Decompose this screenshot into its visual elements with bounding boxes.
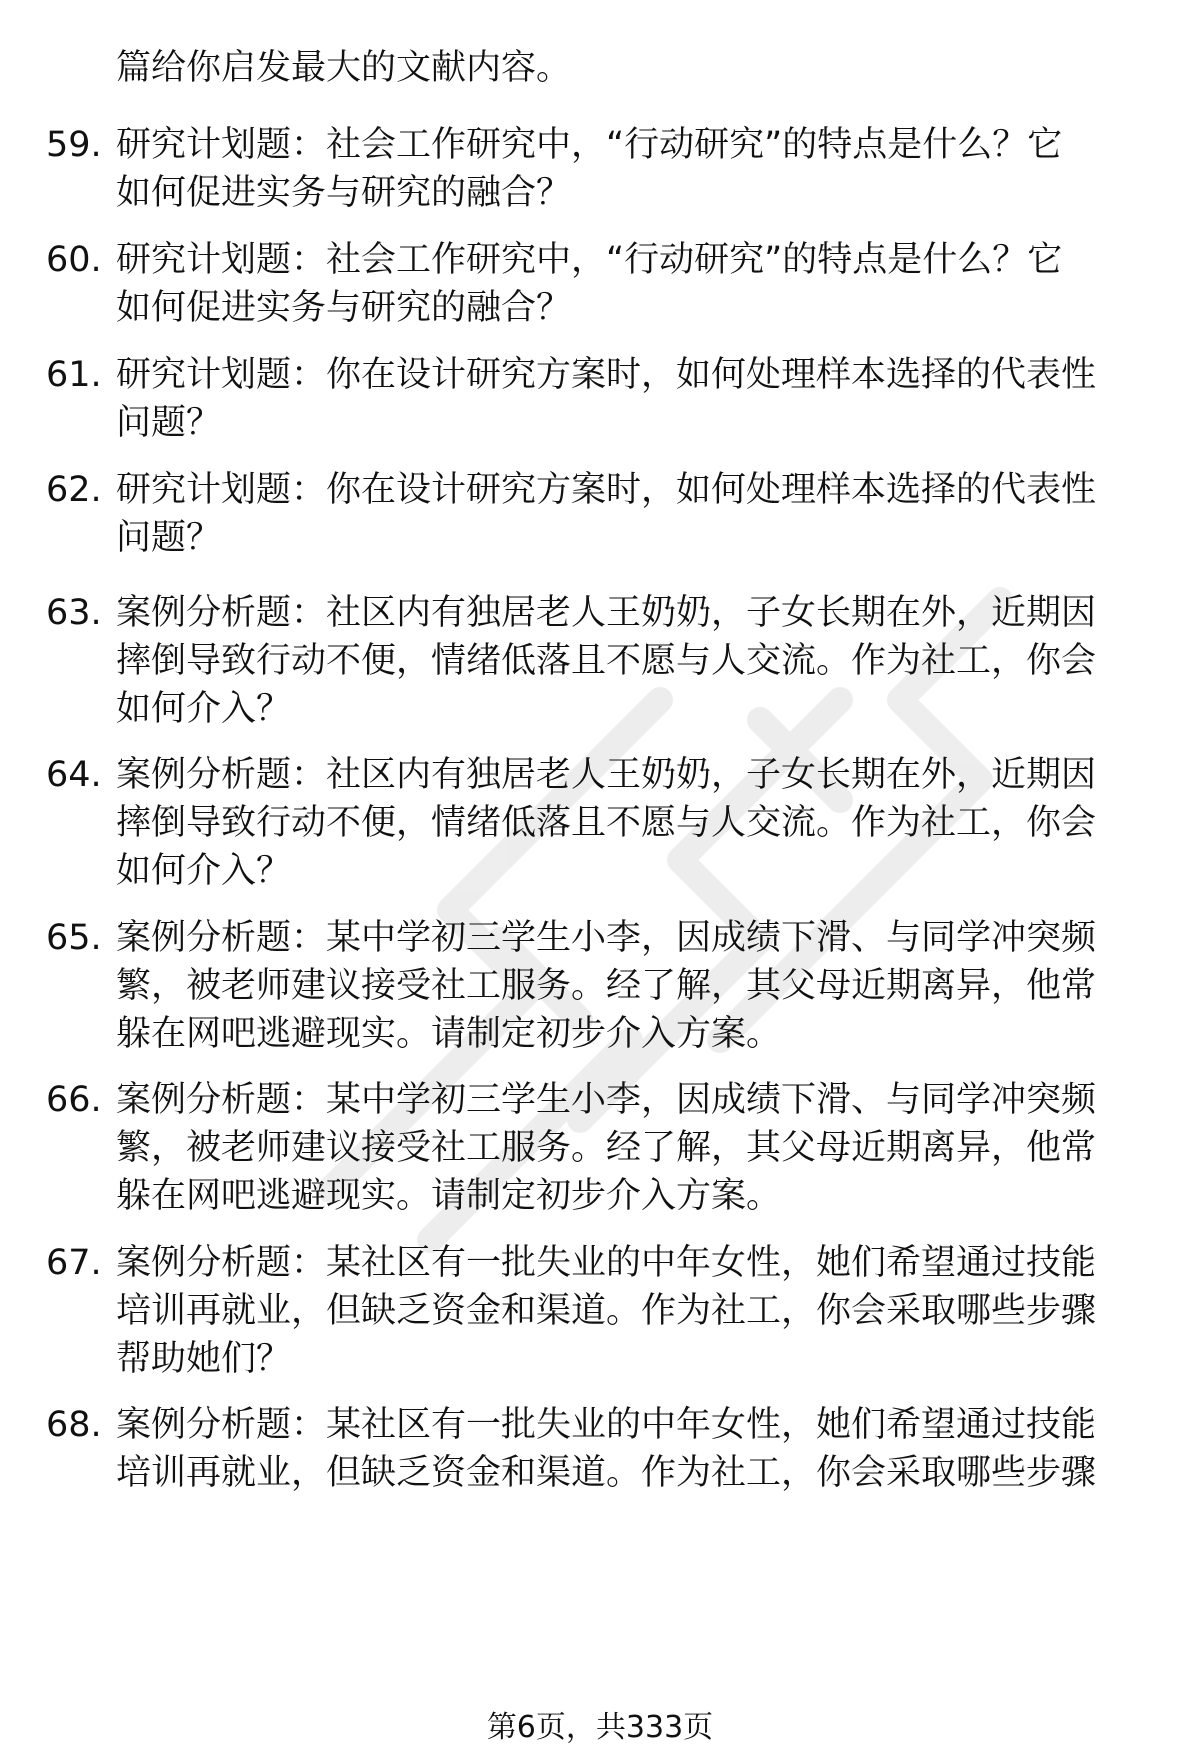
question-text-line: 研究计划题：你在设计研究方案时，如何处理样本选择的代表性	[116, 470, 1097, 510]
question-text-line: 如何促进实务与研究的融合？	[116, 288, 572, 328]
question-text-line: 繁，被老师建议接受社工服务。经了解，其父母近期离异，他常	[116, 966, 1097, 1006]
question-text-line: 如何促进实务与研究的融合？	[116, 173, 572, 213]
page-footer: 第6页，共333页	[486, 1710, 714, 1745]
question-text-line: 帮助她们？	[116, 1339, 292, 1379]
question-number: 68.	[46, 1405, 102, 1445]
question-text-line: 躲在网吧逃避现实。请制定初步介入方案。	[116, 1014, 782, 1054]
question-text-line: 案例分析题：某社区有一批失业的中年女性，她们希望通过技能	[116, 1405, 1097, 1445]
question-text-line: 案例分析题：某社区有一批失业的中年女性，她们希望通过技能	[116, 1243, 1097, 1283]
question-text-line: 培训再就业，但缺乏资金和渠道。作为社工，你会采取哪些步骤	[116, 1453, 1097, 1493]
question-text-line: 培训再就业，但缺乏资金和渠道。作为社工，你会采取哪些步骤	[116, 1291, 1097, 1331]
question-text-line: 案例分析题：社区内有独居老人王奶奶，子女长期在外，近期因	[116, 755, 1097, 795]
question-text-line: 案例分析题：某中学初三学生小李，因成绩下滑、与同学冲突频	[116, 1080, 1097, 1120]
question-text-line: 研究计划题：你在设计研究方案时，如何处理样本选择的代表性	[116, 355, 1097, 395]
intro-line: 篇给你启发最大的文献内容。	[116, 48, 572, 88]
question-number: 59.	[46, 125, 102, 165]
question-number: 66.	[46, 1080, 102, 1120]
question-number: 67.	[46, 1243, 102, 1283]
question-text-line: 研究计划题：社会工作研究中，“行动研究”的特点是什么？它	[116, 125, 1063, 165]
question-number: 63.	[46, 593, 102, 633]
question-text-line: 如何介入？	[116, 689, 292, 729]
question-text-line: 案例分析题：某中学初三学生小李，因成绩下滑、与同学冲突频	[116, 918, 1097, 958]
question-number: 60.	[46, 240, 102, 280]
question-text-line: 问题？	[116, 403, 222, 443]
question-text-line: 研究计划题：社会工作研究中，“行动研究”的特点是什么？它	[116, 240, 1063, 280]
question-number: 62.	[46, 470, 102, 510]
question-text-line: 问题？	[116, 518, 222, 558]
question-text-line: 案例分析题：社区内有独居老人王奶奶，子女长期在外，近期因	[116, 593, 1097, 633]
question-text-line: 摔倒导致行动不便，情绪低落且不愿与人交流。作为社工，你会	[116, 641, 1097, 681]
question-text-line: 繁，被老师建议接受社工服务。经了解，其父母近期离异，他常	[116, 1128, 1097, 1168]
question-text-line: 躲在网吧逃避现实。请制定初步介入方案。	[116, 1176, 782, 1216]
question-text-line: 摔倒导致行动不便，情绪低落且不愿与人交流。作为社工，你会	[116, 803, 1097, 843]
question-number: 64.	[46, 755, 102, 795]
question-number: 65.	[46, 918, 102, 958]
question-text-line: 如何介入？	[116, 851, 292, 891]
question-number: 61.	[46, 355, 102, 395]
